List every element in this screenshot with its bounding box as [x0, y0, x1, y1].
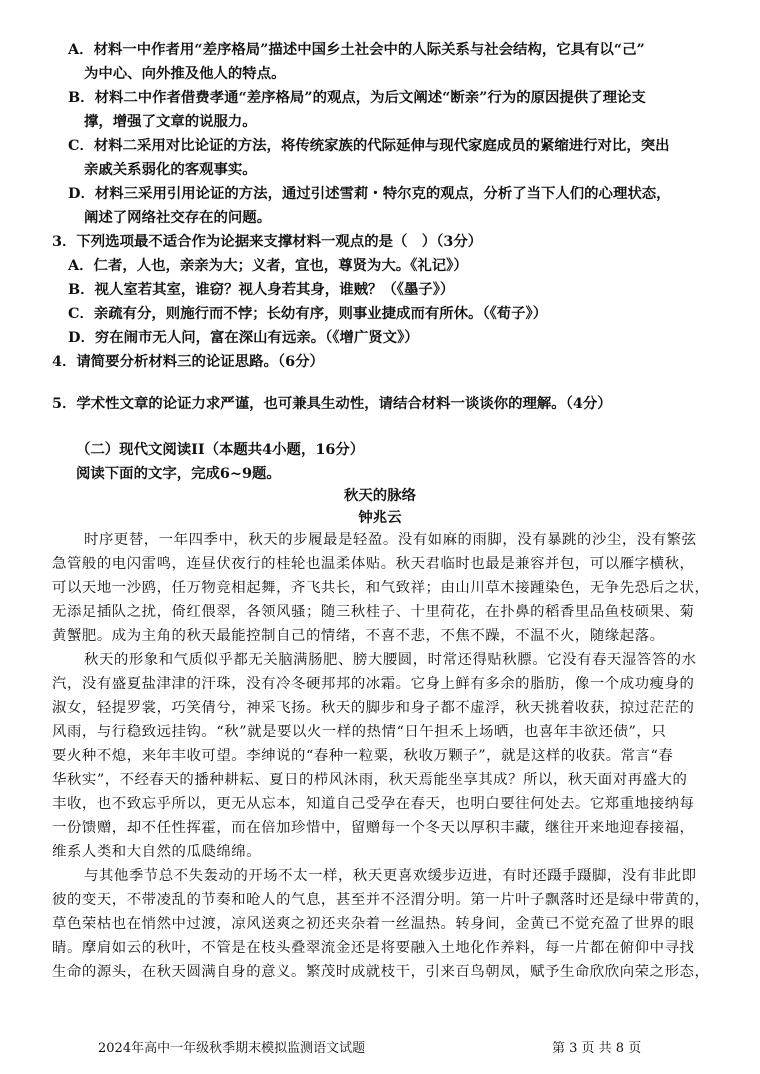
article-line: 彼的变天，不带凌乱的节奏和呛人的气息，甚至并不泾渭分明。第一片叶子飘落时还是绿中带黄的， [52, 892, 710, 908]
article-line: 华秋实”，不经春天的播种耕耘、夏日的栉风沐雨，秋天焉能坐享其成？所以，秋天面对再盛大的 [52, 772, 688, 788]
q2-option-a [68, 40, 645, 60]
option-label: D． [68, 185, 95, 202]
q2-option-d [68, 184, 671, 204]
article-line: 草色荣枯也在悄然中过渡，凉风送爽之初还夹杂着一丝温热。转身间，金黄已不觉充盈了世界的眼 [52, 916, 695, 932]
article-line: 丰收，也不致忘乎所以，更无从忘本，知道自己受孕在春天，也明白要往何处去。它郑重地接纳每 [52, 796, 695, 812]
q2-option-c-continued: 亲戚关系弱化的客观事实。 [84, 161, 257, 178]
option-label: C． [68, 137, 94, 154]
option-text: 材料三采用引用论证的方法，通过引述雪莉・特尔克的观点，分析了当下人们的心理状态， [94, 185, 671, 202]
option-text: 材料一中作者用“差序格局”描述中国乡土社会中的人际关系与社会结构，它具有以“己” [93, 41, 645, 58]
q2-option-c [68, 136, 670, 156]
article-line: 可以天地一沙鸥，任万物竞相起舞，齐飞共长，和气致祥；由山川草木接踵染色，无争先恐后之状， [52, 580, 710, 596]
article-line: 风雨，与行稳致远挂钩。“秋”就是要以火一样的热情“日午担禾上场晒，也喜年丰欲还债”，只 [52, 724, 667, 740]
q3-option-c: C．亲疏有分，则施行而不悖；长幼有序，则事业捷成而有所休。（《荀子》） [68, 305, 548, 322]
article-line: 维系人类和大自然的瓜瓞绵绵。 [52, 844, 262, 860]
option-text: 材料二中作者借费孝通“差序格局”的观点，为后文阐述“断亲”行为的原因提供了理论支 [94, 89, 646, 106]
q3-option-a: A．仁者，人也，亲亲为大；义者，宜也，尊贤为大。《礼记》） [68, 257, 468, 274]
article-line: 无添足插队之扰，倚红偎翠，各领风骚；随三秋桂子、十里荷花，在扑鼻的稻香里品鱼枝硕果、菊 [52, 604, 695, 620]
article-line: 时序更替，一年四季中，秋天的步履最是轻盈。没有如麻的雨脚，没有暴跳的沙尘，没有繁弦 [84, 532, 697, 548]
q2-option-b-continued: 撑，增强了文章的说服力。 [84, 113, 257, 130]
article-line: 汽，没有盛夏盐津津的汗珠，没有冷冬硬邦邦的冰霜。它身上鲜有多余的脂肪，像一个成功瘦身的 [52, 676, 695, 692]
q4-stem: 4．请简要分析材料三的论证思路。（6分） [52, 353, 324, 370]
option-label: B． [68, 89, 95, 106]
option-label: A． [68, 41, 94, 58]
article-line: 与其他季节总不失轰动的开场不太一样，秋天更喜欢缓步迈进，有时还蹑手蹑脚，没有非此即 [84, 868, 697, 884]
q3-option-b: B．视人室若其室，谁窃？视人身若其身，谁贼？（《墨子》） [68, 281, 455, 298]
article-author: 钟兆云 [358, 509, 402, 526]
q2-option-a-continued: 为中心、向外推及他人的特点。 [84, 65, 286, 82]
q2-option-d-continued: 阐述了网络社交存在的问题。 [84, 209, 272, 226]
q5-stem: 5．学术性文章的论证力求严谨，也可兼具生动性，请结合材料一谈谈你的理解。（4分） [52, 395, 612, 412]
q3-stem: 3．下列选项最不适合作为论据来支撑材料一观点的是（ ）（3分） [52, 233, 483, 250]
article-line: 一份馈赠，却不任性挥霍，而在倍加珍惜中，留赠每一个冬天以厚积丰藏，继往开来地迎春接福， [52, 820, 695, 836]
article-line: 急管般的电闪雷鸣，连昼伏夜行的桂轮也温柔体贴。秋天君临时也最是兼容并包，可以雁字横秋， [52, 556, 695, 572]
footer-exam-title: 2024年高中一年级秋季期末模拟监测语文试题 [98, 1041, 366, 1056]
q2-option-b [68, 88, 646, 108]
article-line: 黄蟹肥。成为主角的秋天最能控制自己的情绪，不喜不悲，不焦不躁，不温不火，随缘起落。 [52, 628, 665, 644]
reading-instruction: 阅读下面的文字，完成6~9题。 [76, 465, 281, 482]
q3-option-d: D．穷在闹市无人问，富在深山有远亲。（《增广贤文》） [68, 329, 419, 346]
option-text: 材料二采用对比论证的方法，将传统家族的代际延伸与现代家庭成员的紧缩进行对比，突出 [93, 137, 670, 154]
article-line: 秋天的形象和气质似乎都无关脑满肠肥、膀大腰圆，时常还得贴秋膘。它没有春天湿答答的水 [84, 652, 697, 668]
article-line: 淑女，轻提罗裳，巧笑倩兮，神采飞扬。秋天的脚步和身子都不虚浮，秋天挑着收获，掠过茫茫的 [52, 700, 695, 716]
section-heading: （二）现代文阅读II（本题共4小题，16分） [76, 441, 365, 458]
footer-page-number: 第 3 页 共 8 页 [552, 1041, 642, 1056]
article-line: 睛。摩肩如云的秋叶，不管是在枝头叠翠流金还是将要融入土地化作养料，每一片都在俯仰中寻找 [52, 940, 695, 956]
article-title: 秋天的脉络 [344, 487, 416, 504]
article-line: 生命的源头，在秋天圆满自身的意义。繁茂时成就枝干，引来百鸟朝凤，赋予生命欣欣向荣之形态， [52, 964, 710, 980]
article-line: 要火种不熄，来年丰收可望。李绅说的“春种一粒粟，秋收万颗子”，就是这样的收获。常言“春 [52, 748, 674, 764]
